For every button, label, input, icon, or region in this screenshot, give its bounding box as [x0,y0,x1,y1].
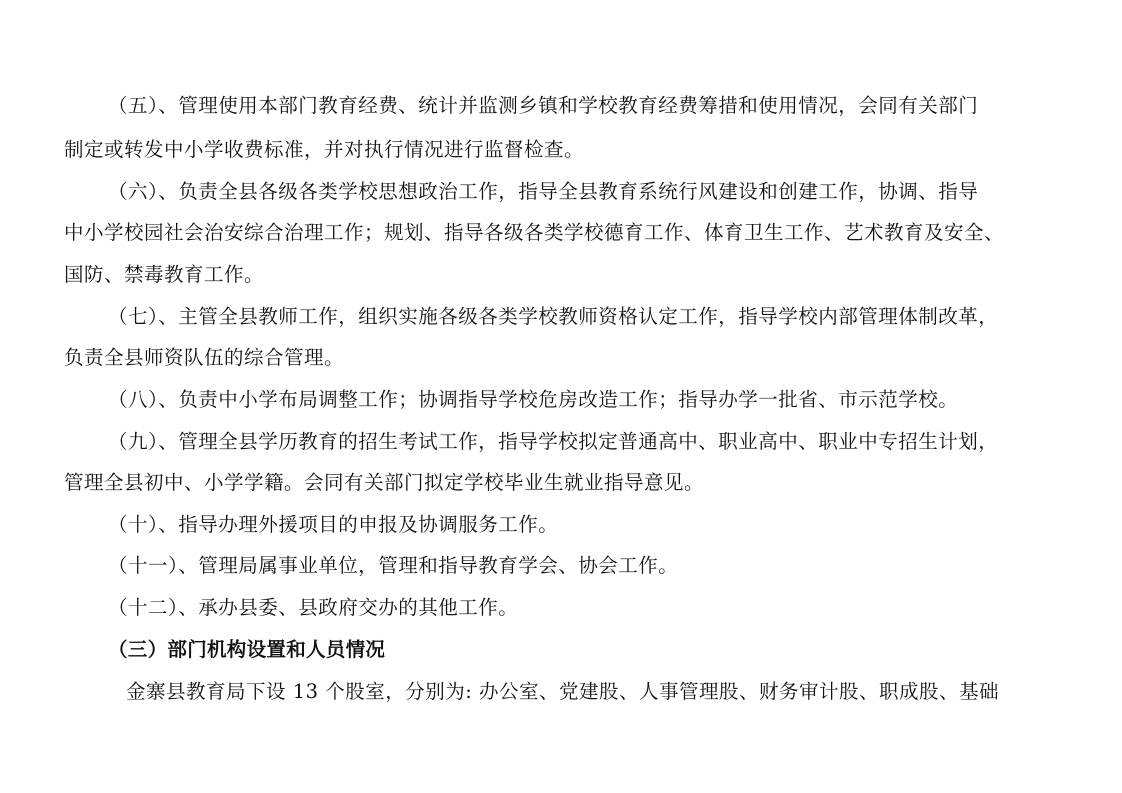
paragraph-line: 负责全县师资队伍的综合管理。 [64,346,345,369]
paragraph-line: （十二）、承办县委、县政府交办的其他工作。 [108,596,519,619]
paragraph-line: 制定或转发中小学收费标准，并对执行情况进行监督检查。 [64,138,585,161]
paragraph-line: （九）、管理全县学历教育的招生考试工作，指导学校拟定普通高中、职业高中、职业中专招生计划， [108,430,999,453]
paragraph-line: 中小学校园社会治安综合治理工作；规划、指导各级各类学校德育工作、体育卫生工作、艺术教育及安全、 [64,221,1005,244]
paragraph-line: （七）、主管全县教师工作，组织实施各级各类学校教师资格认定工作，指导学校内部管理体制改革， [108,305,999,328]
paragraph-line: （十）、指导办理外援项目的申报及协调服务工作。 [108,513,559,536]
paragraph-line: （十一）、管理局属事业单位，管理和指导教育学会、协会工作。 [108,554,679,577]
paragraph-line: （六）、负责全县各级各类学校思想政治工作，指导全县教育系统行风建设和创建工作，协调、指导 [108,180,979,203]
paragraph-line: 金寨县教育局下设 13 个股室，分别为: 办公室、党建股、人事管理股、财务审计股、职成股、基础 [126,680,999,703]
paragraph-line: （五）、管理使用本部门教育经费、统计并监测乡镇和学校教育经费筹措和使用情况，会同有关部门 [108,94,979,117]
section-heading: （三）部门机构设置和人员情况 [108,638,386,661]
paragraph-line: （八）、负责中小学布局调整工作；协调指导学校危房改造工作；指导办学一批省、市示范学校。 [108,388,959,411]
paragraph-line: 管理全县初中、小学学籍。会同有关部门拟定学校毕业生就业指导意见。 [64,471,705,494]
paragraph-line: 国防、禁毒教育工作。 [64,263,265,286]
